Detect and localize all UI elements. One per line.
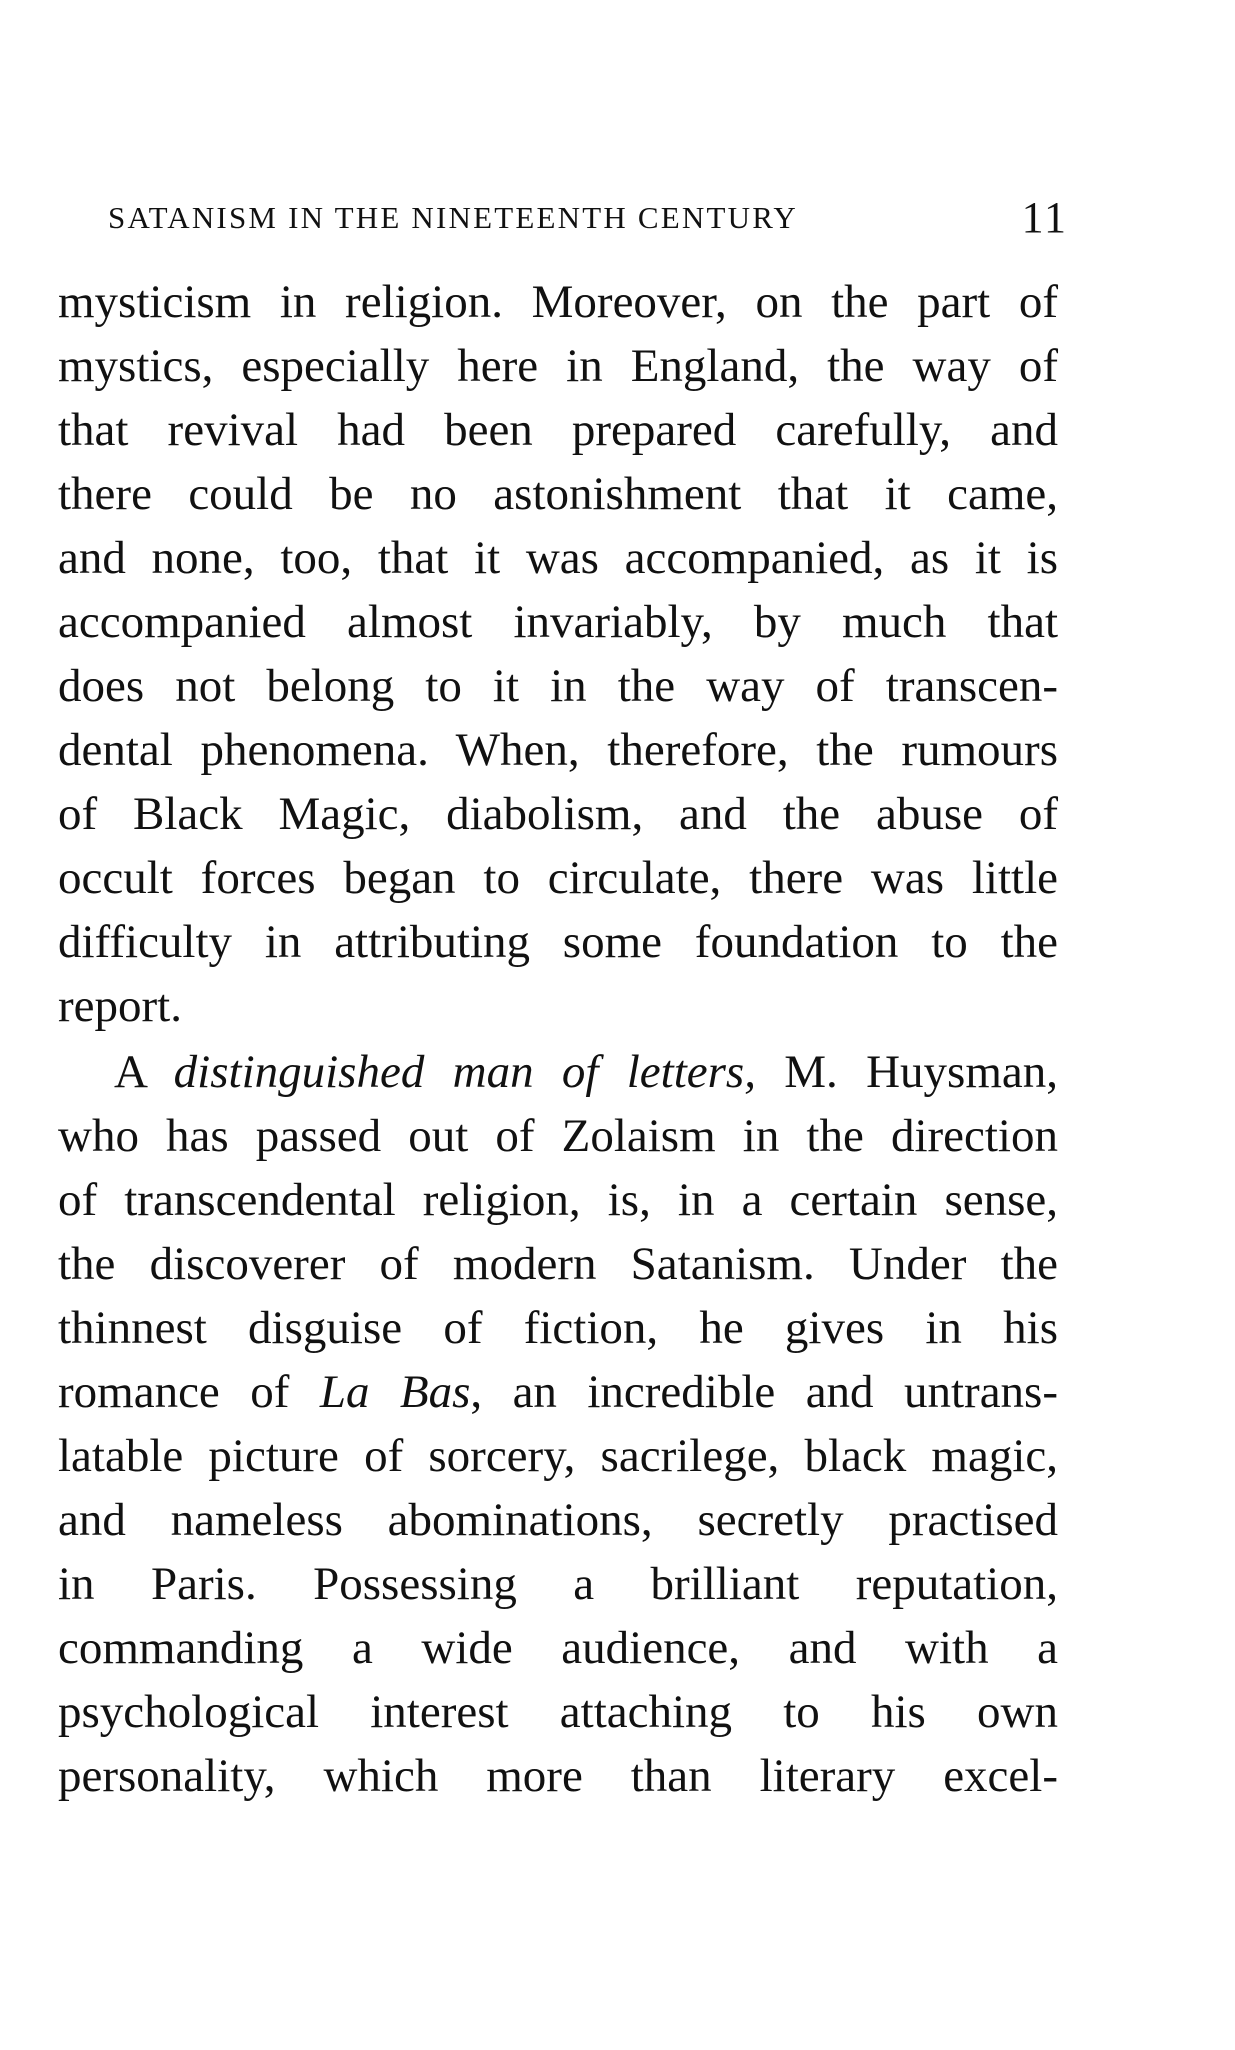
- running-title: SATANISM IN THE NINETEENTH CENTURY: [108, 200, 798, 235]
- text-line: that revival had been prepared carefully, and: [58, 404, 1058, 456]
- text-line: of Black Magic, diabolism, and the abuse of: [58, 788, 1058, 840]
- text-line: [58, 1040, 1058, 1104]
- text-line: who has passed out of Zolaism in the direction: [58, 1110, 1058, 1162]
- body-text: [58, 270, 1058, 1808]
- text-line: does not belong to it in the way of transcen-: [58, 660, 1058, 712]
- text-span: M. Huysman,: [755, 1046, 1058, 1098]
- paragraph: [58, 1040, 1058, 1808]
- text-line: mysticism in religion. Moreover, on the part of: [58, 276, 1058, 328]
- text-line: psychological interest attaching to his own: [58, 1686, 1058, 1738]
- text-line: thinnest disguise of fiction, he gives in his: [58, 1302, 1058, 1354]
- text-line: the discoverer of modern Satanism. Under the: [58, 1238, 1058, 1290]
- text-line: occult forces began to circulate, there was little: [58, 852, 1058, 904]
- text-span: romance of: [58, 1366, 320, 1418]
- text-line: [58, 1360, 1058, 1424]
- text-line: personality, which more than literary excel-: [58, 1750, 1058, 1802]
- paragraph: [58, 270, 1058, 1038]
- running-head: [60, 192, 1068, 248]
- text-span: , an incredible and untrans-: [470, 1366, 1058, 1418]
- text-line: of transcendental religion, is, in a certain sense,: [58, 1174, 1058, 1226]
- text-line: there could be no astonishment that it came,: [58, 468, 1058, 520]
- text-line: and nameless abominations, secretly practised: [58, 1494, 1058, 1546]
- page-number: 11: [1021, 193, 1068, 242]
- text-line: latable picture of sorcery, sacrilege, black magic,: [58, 1430, 1058, 1482]
- text-span: A: [114, 1046, 174, 1098]
- text-line: commanding a wide audience, and with a: [58, 1622, 1058, 1674]
- text-line: and none, too, that it was accompanied, as it is: [58, 532, 1058, 584]
- text-line: in Paris. Possessing a brilliant reputation,: [58, 1558, 1058, 1610]
- book-title: La Bas: [319, 1366, 471, 1418]
- text-line: mystics, especially here in England, the way of: [58, 340, 1058, 392]
- text-line: dental phenomena. When, therefore, the rumours: [58, 724, 1058, 776]
- text-line: accompanied almost invariably, by much that: [58, 596, 1058, 648]
- text-line: difficulty in attributing some foundation to the: [58, 916, 1058, 968]
- text-line: report.: [58, 980, 182, 1032]
- italic-phrase: distinguished man of letters,: [173, 1046, 756, 1098]
